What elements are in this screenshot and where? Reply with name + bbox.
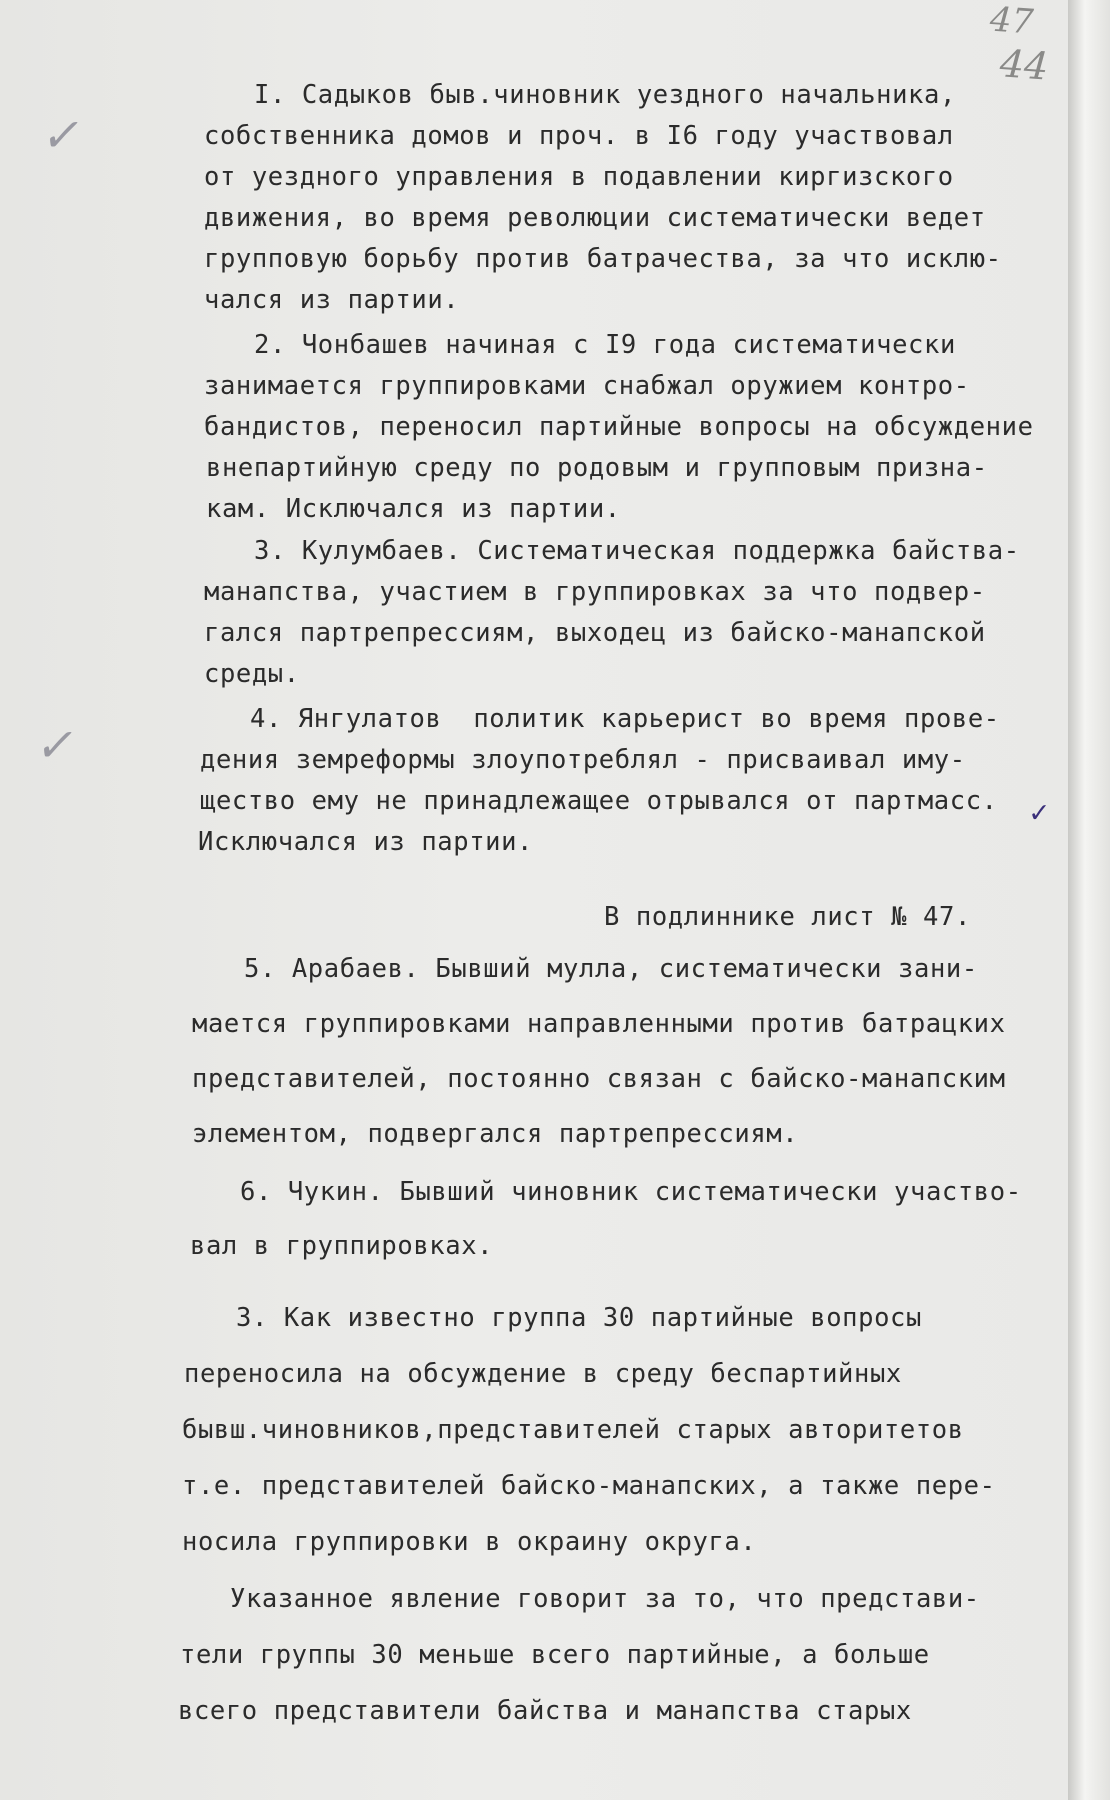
text-line: 3. Кулумбаев. Систематическая поддержка байства- <box>254 536 1020 566</box>
text-line: всего представители байства и манапства старых <box>178 1696 912 1726</box>
text-line: носила группировки в окраину округа. <box>182 1527 757 1557</box>
folio-number-top: 47 <box>988 0 1035 43</box>
text-line: Указанное явление говорит за то, что представи- <box>230 1584 980 1614</box>
text-line: бывш.чиновников,представителей старых авторитетов <box>182 1415 964 1445</box>
text-line: мается группировками направленными против батрацких <box>192 1009 1006 1039</box>
text-line: манапства, участием в группировках за что подвер- <box>204 577 986 607</box>
text-line: 3. Как известно группа 30 партийные вопросы <box>236 1303 922 1333</box>
folio-number-bottom: 44 <box>998 41 1050 89</box>
text-line: I. Садыков быв.чиновник уездного начальника, <box>254 80 956 110</box>
text-line: 6. Чукин. Бывший чиновник систематически участво- <box>240 1177 1022 1207</box>
text-line: вал в группировках. <box>190 1231 494 1261</box>
text-line: гался партрепрессиям, выходец из байско-манапской <box>204 618 986 648</box>
text-line: 4. Янгулатов политик карьерист во время прове- <box>250 704 1000 734</box>
text-line: групповую борьбу против батрачества, за что исклю- <box>204 244 1002 274</box>
text-line: переносила на обсуждение в среду беспартийных <box>184 1359 902 1389</box>
text-line: 5. Арабаев. Бывший мулла, систематически зани- <box>244 954 978 984</box>
text-line: занимается группировками снабжал оружием контро- <box>204 371 970 401</box>
text-line: 2. Чонбашев начиная с I9 года систематически <box>254 330 956 360</box>
text-line: внепартийную среду по родовым и групповым призна- <box>206 453 988 483</box>
ink-mark-icon: ✓ <box>1030 795 1049 830</box>
text-line: среды. <box>204 659 300 689</box>
text-line: т.е. представителей байско-манапских, а также пере- <box>182 1471 996 1501</box>
margin-checkmark-icon: ✓ <box>38 108 89 162</box>
text-line: движения, во время революции систематически ведет <box>204 203 986 233</box>
text-line: бандистов, переносил партийные вопросы на обсуждение <box>204 412 1034 442</box>
text-line: дения земреформы злоупотреблял - присваивал иму- <box>200 745 966 775</box>
text-line: представителей, постоянно связан с байско-манапским <box>192 1064 1006 1094</box>
text-line: Исключался из партии. <box>198 827 533 857</box>
margin-checkmark-icon: ✓ <box>32 718 83 772</box>
text-line: тели группы 30 меньше всего партийные, а больше <box>180 1640 930 1670</box>
original-sheet-note: В подлиннике лист № 47. <box>604 902 971 932</box>
text-line: чался из партии. <box>204 285 460 315</box>
text-line: элементом, подвергался партрепрессиям. <box>192 1119 799 1149</box>
text-line: от уездного управления в подавлении киргизского <box>204 162 954 192</box>
text-line: кам. Исключался из партии. <box>206 494 621 524</box>
page-edge <box>1068 0 1110 1800</box>
text-line: собственника домов и проч. в I6 году участвовал <box>204 121 954 151</box>
text-line: щество ему не принадлежащее отрывался от партмасс. <box>200 786 998 816</box>
